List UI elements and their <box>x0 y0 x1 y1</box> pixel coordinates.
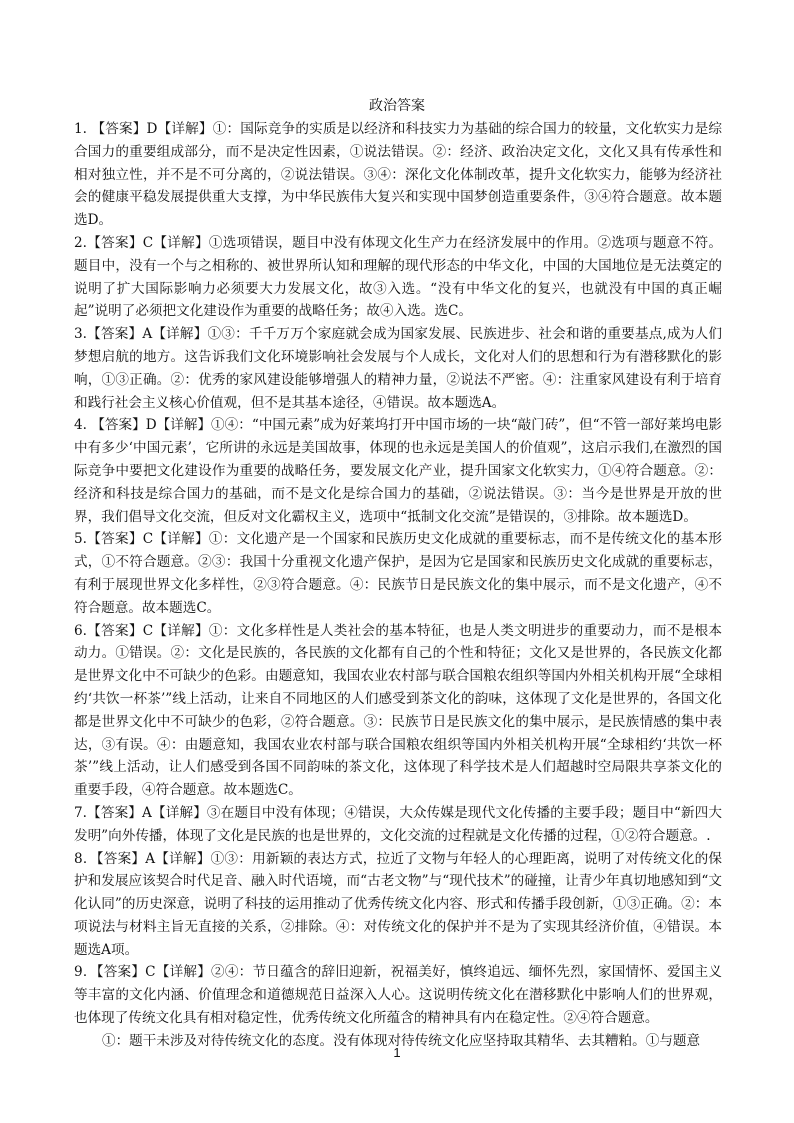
answer-item-7: 7.【答案】A【详解】③在题目中没有体现；④错误，大众传媒是现代文化传播的主要手段；题目中“新四大发明”向外传播，体现了文化是民族的也是世界的，文化交流的过程就是文化传播的过程，①②符合题意。. <box>74 804 722 844</box>
answer-item-8: 8．【答案】A【详解】①③：用新颖的表达方式，拉近了文物与年轻人的心理距离，说明了对传统文化的保护和发展应该契合时代足音、融入时代语境，而“古老文物”与“现代技术”的碰撞，让青少年真切地感知到“文化认同”的历史深意，说明了科技的运用推动了优秀传统文化内容、形式和传播手段创新，①③正确。②：本项说法与材料主旨无直接的关系，②排除。④：对传统文化的保护并不是为了实现其经济价值，④错误。本题选A项。 <box>74 850 722 958</box>
answer-item-2: 2.【答案】C【详解】①选项错误，题目中没有体现文化生产力在经济发展中的作用。②选项与题意不符。题目中，没有一个与之相称的、被世界所认知和理解的现代形态的中华文化，中国的大国地位是无法奠定的说明了扩大国际影响力必须要大力发展文化，故③入选。“没有中华文化的复兴，也就没有中国的真正崛起”说明了必须把文化建设作为重要的战略任务；故④入选。选C。 <box>74 234 722 320</box>
answer-item-1: 1. 【答案】D【详解】①：国际竞争的实质是以经济和科技实力为基础的综合国力的较量，文化软实力是综合国力的重要组成部分，而不是决定性因素，①说法错误。②：经济、政治决定文化，文化又具有传承性和相对独立性，并不是不可分离的，②说法错误。③④：深化文化体制改革，提升文化软实力，能够为经济社会的健康平稳发展提供重大支撑，为中华民族伟大复兴和实现中国梦创造重要条件，③④符合题意。故本题选D。 <box>74 121 722 229</box>
answer-item-9-continued: ①：题干未涉及对待传统文化的态度。没有体现对待传统文化应坚持取其精华、去其糟粕。①与题意 <box>102 1032 701 1049</box>
answer-item-5: 5.【答案】C【详解】①：文化遗产是一个国家和民族历史文化成就的重要标志，而不是传统文化的基本形式，①不符合题意。②③：我国十分重视文化遗产保护，是因为它是国家和民族历史文化成就的重要标志，有利于展现世界文化多样性，②③符合题意。④：民族节日是民族文化的集中展示，而不是文化遗产，④不符合题意。故本题选C。 <box>74 531 722 616</box>
answer-item-3: 3.【答案】A【详解】①③：千千万万个家庭就会成为国家发展、民族进步、社会和谐的重要基点,成为人们梦想启航的地方。这告诉我们文化环境影响社会发展与个人成长，文化对人们的思想和行为有潜移默化的影响，①③正确。②：优秀的家风建设能够增强人的精神力量，②说法不严密。④：注重家风建设有利于培育和践行社会主义核心价值观，但不是其基本途径，④错误。故本题选A。 <box>74 326 722 411</box>
answer-item-9: 9．【答案】C【详解】②④：节日蕴含的辞旧迎新，祝福美好，慎终追远、缅怀先烈，家国情怀、爱国主义等丰富的文化内涵、价值理念和道德规范日益深入人心。这说明传统文化在潜移默化中影响人们的世界观，也体现了传统文化具有相对稳定性，优秀传统文化所蕴含的精神具有内在稳定性。②④符合题意。 <box>74 964 722 1027</box>
answer-item-4: 4. 【答案】D【详解】①④：“中国元素”成为好莱坞打开中国市场的一块“敲门砖”，但“不管一部好莱坞电影中有多少‘中国元素’，它所讲的永远是美国故事，体现的也永远是美国人的价值观”，这启示我们,在激烈的国际竞争中要把文化建设作为重要的战略任务，要发展文化产业，提升国家文化软实力，①④符合题意。②：经济和科技是综合国力的基础，而不是文化是综合国力的基础，②说法错误。③：当今是世界是开放的世界，我们倡导文化交流，但反对文化霸权主义，选项中“抵制文化交流”是错误的，③排除。故本题选D。 <box>74 417 722 525</box>
answer-item-6: 6.【答案】C【详解】①：文化多样性是人类社会的基本特征，也是人类文明进步的重要动力，而不是根本动力。①错误。②：文化是民族的，各民族的文化都有自己的个性和特征；文化又是世界的，各民族文化都是世界文化中不可缺少的色彩。由题意知，我国农业农村部与联合国粮农组织等国内外相关机构开展“全球相约‘共饮一杯茶’”线上活动，让来自不同地区的人们感受到茶文化的韵味，这体现了文化是世界的，各国文化都是世界文化中不可缺少的色彩，②符合题意。③：民族节日是民族文化的集中展示，是民族情感的集中表达，③有误。④：由题意知，我国农业农村部与联合国粮农组织等国内外相关机构开展“全球相约‘共饮一杯茶’”线上活动，让人们感受到各国不同韵味的茶文化，这体现了科学技术是人们超越时空局限共享茶文化的重要手段，④符合题意。故本题选C。 <box>74 622 722 799</box>
page-title: 政治答案 <box>369 98 425 114</box>
answer-list <box>74 118 722 1053</box>
page-number: 1 <box>393 1045 401 1060</box>
